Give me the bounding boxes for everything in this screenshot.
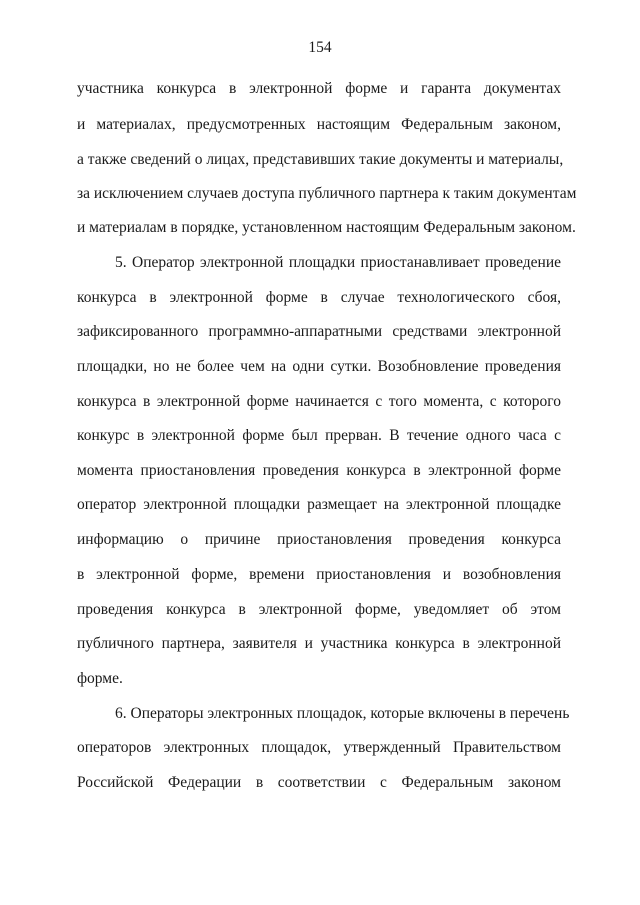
text-line: конкурс в электронной форме был прерван. В течение одного часа с: [77, 427, 561, 444]
text-line: оператор электронной площадки размещает на электронной площадке: [77, 496, 561, 513]
text-line: проведения конкурса в электронной форме, уведомляет об этом: [77, 601, 561, 618]
text-line: в электронной форме, времени приостановления и возобновления: [77, 566, 561, 583]
text-line: и материалам в порядке, установленном настоящим Федеральным законом.: [77, 219, 576, 236]
text-line: площадки, но не более чем на одни сутки. Возобновление проведения: [77, 358, 561, 375]
text-line: за исключением случаев доступа публичного партнера к таким документам: [77, 185, 577, 202]
paragraph-5-start: 5. Оператор электронной площадки приостанавливает проведение: [115, 254, 561, 271]
text-line: информацию о причине приостановления проведения конкурса: [77, 531, 561, 548]
text-line: конкурса в электронной форме начинается с того момента, с которого: [77, 393, 561, 410]
text-line: зафиксированного программно-аппаратными средствами электронной: [77, 323, 561, 340]
text-line: и материалах, предусмотренных настоящим Федеральным законом,: [77, 116, 561, 133]
text-line: конкурса в электронной форме в случае технологического сбоя,: [77, 289, 561, 306]
text-line: момента приостановления проведения конкурса в электронной форме: [77, 462, 561, 479]
page-number: 154: [308, 39, 332, 56]
text-line: операторов электронных площадок, утвержденный Правительством: [77, 739, 561, 756]
text-line: публичного партнера, заявителя и участника конкурса в электронной: [77, 635, 561, 652]
text-line: участника конкурса в электронной форме и гаранта документах: [77, 80, 561, 97]
paragraph-6-start: 6. Операторы электронных площадок, которые включены в перечень: [115, 705, 570, 722]
text-line: а также сведений о лицах, представивших такие документы и материалы,: [77, 151, 564, 168]
text-line: форме.: [77, 670, 123, 687]
text-line: Российской Федерации в соответствии с Федеральным законом: [77, 774, 561, 791]
